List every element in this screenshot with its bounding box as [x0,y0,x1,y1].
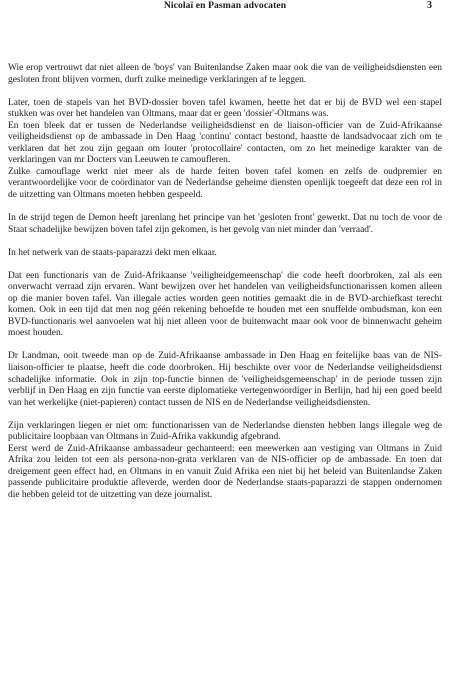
paragraph-2: Later, toen de stapels van het BVD-dossier boven tafel kwamen, heette het dat er bij de BVD wel een stapel stukken was over het handelen van Oltmans, maar dat er geen 'dossier'-Oltmans was. [8,97,442,120]
paragraph-1: Wie erop vertrouwt dat niet alleen de 'boys' van Buitenlandse Zaken maar ook die van de veiligheidsdiensten een gesloten front blijven vormen, durft zulke meinedige verklaringen af te leggen. [8,63,442,85]
paragraph-gap [8,340,442,352]
paragraph-6: In het netwerk van de staats-paparazzi dekt men elkaar. [8,247,217,258]
paragraph-gap [8,202,442,214]
document-body [8,63,442,502]
paragraph-7: Dat een functionaris van de Zuid-Afrikaanse 'veiligheidgemeenschap' die code heeft doorbroken, zal als een onverwacht verraad zijn ervaren. Want bewijzen over het handelen van veiligheidsfunctionarissen komen alleen op die manier boven tafel. Van illegale acties worden geen notities gemaakt die in de BVD-archiefkast terecht komen. Ook in een tijd dat men nog géén rekening behoefde te houden met een snuffelde ombudsman, kon een BVD-functionaris wel aanvoelen wat hij niet alleen voor de buitenwacht maar ook voor de binnenwacht geheim moest houden. [8,270,442,339]
paragraph-gap [8,236,442,248]
paragraph-3: En toen bleek dat er tussen de Nederlandse veiligheidsdienst en de liaison-officier van de Zuid-Afrikaanse veiligheidsdienst op de ambassade in Den Haag 'continu' contact bestond, haastte de landsadvocaat zich om te verklaren dat het zou zijn gegaan om louter 'protocollaire' contacten, om zo het meinedige karakter van de verklaringen van mr Docters van Leeuwen te camoufleren. [8,120,442,166]
paragraph-10: Eerst werd de Zuid-Afrikaanse ambassadeur gechanteerd: een meewerken aan vestiging van Oltmans in Zuid Afrika zou leiden tot een als persona-non-grata verklaren van de NIS-officier op de ambassade. En toen dat dreigement geen effect had, en Oltmans in en vanuit Zuid Afrika een niet bij het beleid van Buitenlandse Zaken passende publicitaire produktie afleverde, werden door de Nederlandse staats-paparazzi de stappen ondernomen die hebben geleid tot de uitzetting van deze journalist. [8,443,442,500]
paragraph-gap [8,259,442,271]
page-number: 3 [427,0,432,11]
running-header [8,0,442,14]
paragraph-4: Zulke camouflage werkt niet meer als de harde feiten boven tafel komen en zelfs de oudpremier en verantwoordelijke voor de coördinator van de Nederlandse geheime diensten openlijk toegeeft dat deze een rol in de uitzetting van Oltmans moeten hebben gespeeld. [8,166,442,200]
paragraph-gap [8,86,442,98]
paragraph-8: Dr Landman, ooit tweede man op de Zuid-Afrikaanse ambassade in Den Haag en feitelijke baas van de NIS-liaison-officier te plaatse, heeft die code doorbroken. Hij beschikte over voor de Nederlandse veiligheidsdienst schadelijke informatie. Ook in zijn top-functie binnen de 'veiligheidsgemeenschap' in de periode tussen zijn verblijf in Den Haag en zijn functie van eerste diplomatieke vertegenwoordiger in Berlijn, had hij een goed beeld van het werkelijke (niet-papieren) contact tussen de NIS en de Nederlandse veiligheidsdiensten. [8,351,442,408]
paragraph-gap [8,409,442,421]
header-title: Nicolaï en Pasman advocaten [163,0,287,11]
paragraph-5: In de strijd tegen de Demon heeft jarenlang het principe van het 'gesloten front' gewerkt. Dat nu toch de voor de Staat schadelijke bewijzen boven tafel zijn gekomen, is het gevolg van niet minder dan 'verraad'. [8,213,442,235]
paragraph-9: Zijn verklaringen liegen er niet om: functionarissen van de Nederlandse diensten hebben langs illegale weg de publicitaire loopbaan van Oltmans in Zuid-Afrika vakkundig afgebrand. [8,420,442,443]
